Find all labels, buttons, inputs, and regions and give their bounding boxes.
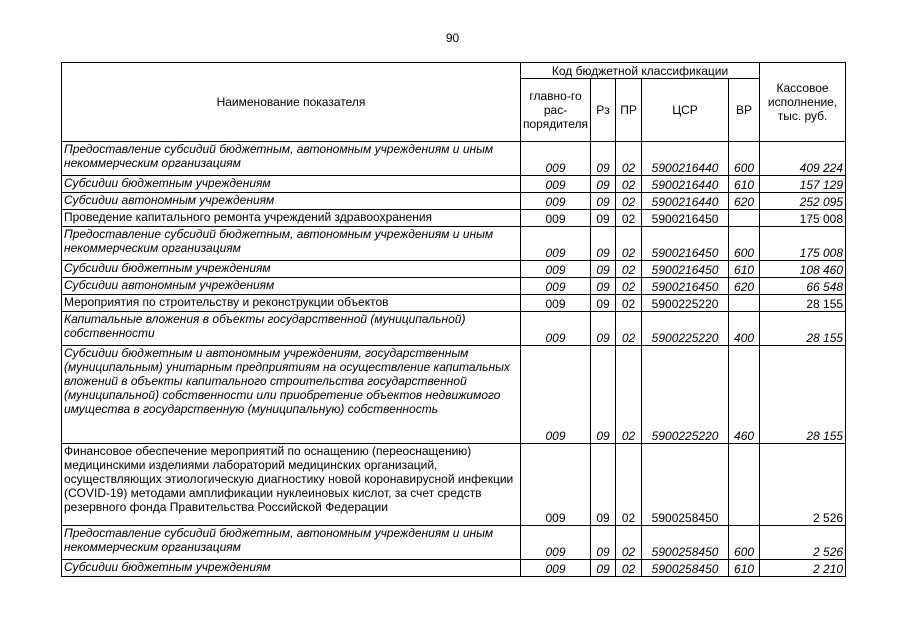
row-pr-code: 02 [616,312,642,346]
row-name: Субсидии бюджетным учреждениям [62,176,521,193]
budget-table [61,62,846,577]
row-pr-code: 02 [616,444,642,526]
table-row [62,346,846,444]
header-rz: Рз [591,79,616,142]
row-csr-code: 5900258450 [642,560,729,577]
row-amount: 28 155 [760,295,846,312]
table-row [62,210,846,227]
row-glava-code: 009 [521,444,591,526]
row-pr-code: 02 [616,142,642,176]
row-glava-code: 009 [521,526,591,560]
row-rz-code: 09 [591,560,616,577]
row-csr-code: 5900216450 [642,210,729,227]
row-vr-code: 610 [729,560,760,577]
header-execution: Кассовое исполнение, тыс. руб. [760,63,846,142]
table-row [62,312,846,346]
row-vr-code: 400 [729,312,760,346]
row-amount: 28 155 [760,346,846,444]
row-rz-code: 09 [591,193,616,210]
header-classification-group: Код бюджетной классификации [521,63,760,79]
row-glava-code: 009 [521,176,591,193]
row-glava-code: 009 [521,295,591,312]
table-row [62,295,846,312]
row-rz-code: 09 [591,261,616,278]
row-pr-code: 02 [616,560,642,577]
row-rz-code: 09 [591,278,616,295]
row-rz-code: 09 [591,176,616,193]
row-vr-code: 620 [729,193,760,210]
row-vr-code: 620 [729,278,760,295]
row-name: Предоставление субсидий бюджетным, автономным учреждениям и иным некоммерческим организациям [62,227,521,261]
row-pr-code: 02 [616,261,642,278]
row-glava-code: 009 [521,346,591,444]
row-glava-code: 009 [521,193,591,210]
row-vr-code: 460 [729,346,760,444]
row-glava-code: 009 [521,312,591,346]
table-row [62,142,846,176]
table-body [62,142,846,577]
header-glava: главно-го рас-порядителя [521,79,591,142]
table-row [62,278,846,295]
table-row [62,444,846,526]
row-glava-code: 009 [521,210,591,227]
row-rz-code: 09 [591,142,616,176]
row-csr-code: 5900225220 [642,312,729,346]
row-name: Предоставление субсидий бюджетным, автономным учреждениям и иным некоммерческим организациям [62,142,521,176]
table-row [62,526,846,560]
row-glava-code: 009 [521,560,591,577]
row-glava-code: 009 [521,227,591,261]
row-csr-code: 5900216450 [642,278,729,295]
header-pr: ПР [616,79,642,142]
row-name: Субсидии автономным учреждениям [62,278,521,295]
row-amount: 175 008 [760,210,846,227]
row-csr-code: 5900258450 [642,444,729,526]
row-amount: 409 224 [760,142,846,176]
row-vr-code: 600 [729,227,760,261]
row-name: Предоставление субсидий бюджетным, автономным учреждениям и иным некоммерческим организациям [62,526,521,560]
row-rz-code: 09 [591,526,616,560]
row-amount: 28 155 [760,312,846,346]
table-header [62,63,846,142]
row-amount: 175 008 [760,227,846,261]
header-name: Наименование показателя [62,63,521,142]
row-name: Мероприятия по строительству и реконструкции объектов [62,295,521,312]
row-vr-code: 610 [729,261,760,278]
row-name: Финансовое обеспечение мероприятий по оснащению (переоснащению) медицинскими изделиями лабораторий медицинских организаций, осуществляющих этиологическую диагностику новой коронавирусной инфекции (COVID-19) методами амплификации нуклеиновых кислот, за счет средств резервного фонда Правительства Российской Федерации [62,444,521,526]
row-rz-code: 09 [591,444,616,526]
row-csr-code: 5900216450 [642,227,729,261]
row-amount: 252 095 [760,193,846,210]
table-row [62,261,846,278]
row-pr-code: 02 [616,346,642,444]
row-amount: 108 460 [760,261,846,278]
row-vr-code [729,444,760,526]
row-amount: 157 129 [760,176,846,193]
row-name: Капитальные вложения в объекты государственной (муниципальной) собственности [62,312,521,346]
row-csr-code: 5900258450 [642,526,729,560]
row-amount: 66 548 [760,278,846,295]
row-name: Субсидии бюджетным учреждениям [62,560,521,577]
row-vr-code: 610 [729,176,760,193]
table-row [62,193,846,210]
row-glava-code: 009 [521,261,591,278]
row-csr-code: 5900216440 [642,142,729,176]
table-row [62,227,846,261]
header-csr: ЦСР [642,79,729,142]
row-csr-code: 5900225220 [642,295,729,312]
row-name: Субсидии бюджетным и автономным учреждениям, государственным (муниципальным) унитарным предприятиям на осуществление капитальных вложений в объекты капитального строительства государственной (муниципальной) собственности или приобретение объектов недвижимого имущества в государственную (муниципальную) собственность [62,346,521,444]
row-rz-code: 09 [591,210,616,227]
row-csr-code: 5900216440 [642,193,729,210]
row-vr-code [729,295,760,312]
row-pr-code: 02 [616,278,642,295]
table-row [62,176,846,193]
row-amount: 2 210 [760,560,846,577]
row-name: Субсидии бюджетным учреждениям [62,261,521,278]
row-vr-code: 600 [729,142,760,176]
row-csr-code: 5900216450 [642,261,729,278]
row-amount: 2 526 [760,444,846,526]
row-pr-code: 02 [616,193,642,210]
row-rz-code: 09 [591,227,616,261]
row-glava-code: 009 [521,278,591,295]
page-number: 90 [445,31,460,45]
table-row [62,560,846,577]
row-pr-code: 02 [616,227,642,261]
header-vr: ВР [729,79,760,142]
row-pr-code: 02 [616,526,642,560]
row-amount: 2 526 [760,526,846,560]
row-csr-code: 5900216440 [642,176,729,193]
row-pr-code: 02 [616,176,642,193]
row-name: Проведение капитального ремонта учреждений здравоохранения [62,210,521,227]
row-rz-code: 09 [591,312,616,346]
row-vr-code [729,210,760,227]
row-vr-code: 600 [729,526,760,560]
row-rz-code: 09 [591,295,616,312]
row-pr-code: 02 [616,210,642,227]
row-pr-code: 02 [616,295,642,312]
row-name: Субсидии автономным учреждениям [62,193,521,210]
row-rz-code: 09 [591,346,616,444]
row-csr-code: 5900225220 [642,346,729,444]
row-glava-code: 009 [521,142,591,176]
